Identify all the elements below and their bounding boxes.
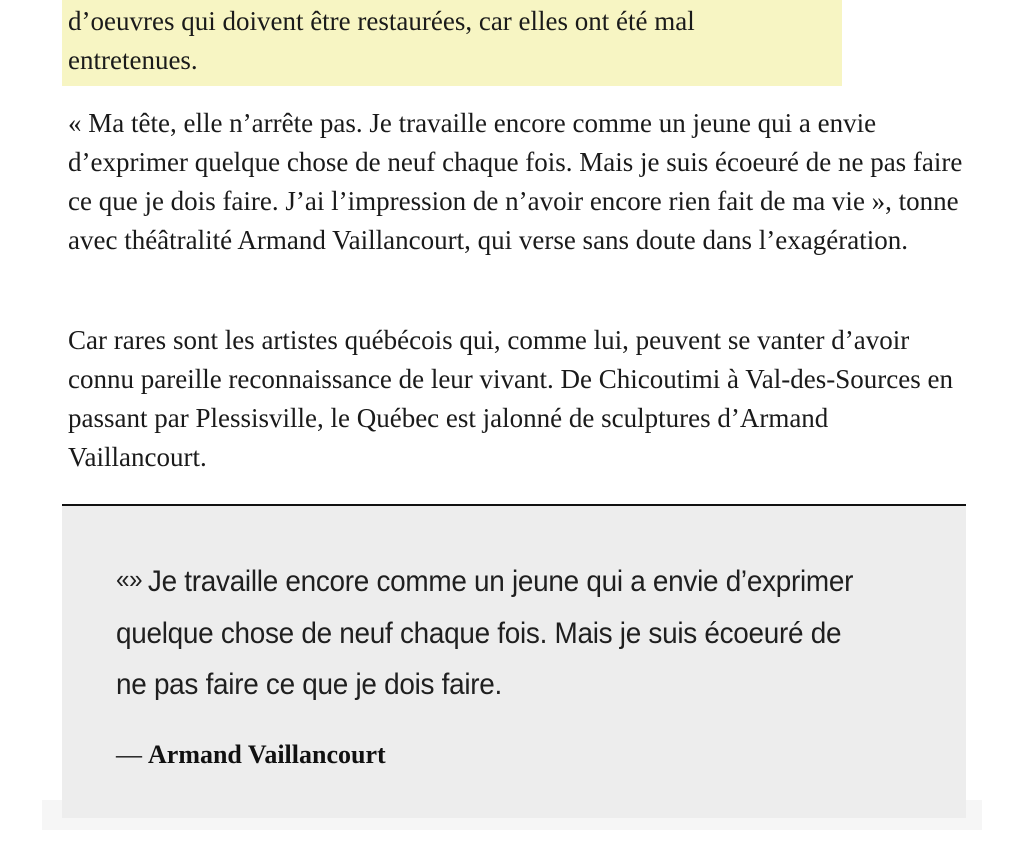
paragraph-recognition: Car rares sont les artistes québécois qui, comme lui, peuvent se vanter d’avoir connu pareille reconnaissance de leur vivant. De Chicoutimi à Val-des-Sources en passant par Plessisville, le Québec est jalonné de sculptures d’Armand Vaillancourt. [68, 325, 953, 472]
pullquote-author [116, 738, 386, 772]
highlighted-line: entretenues. [68, 45, 198, 75]
highlighted-text[interactable] [62, 0, 842, 86]
author-name: Armand Vaillancourt [148, 740, 386, 769]
highlighted-line: d’oeuvres qui doivent être restaurées, car elles ont été mal [68, 6, 695, 36]
pullquote-text [116, 556, 860, 710]
quote-icon: «» [116, 564, 143, 594]
pullquote-box [62, 506, 966, 818]
author-dash: — [116, 740, 142, 769]
article-body [62, 0, 966, 472]
pullquote-body: Je travaille encore comme un jeune qui a envie d’exprimer quelque chose de neuf chaque fois. Mais je suis écoeuré de ne pas faire ce que je dois faire. [116, 565, 854, 701]
paragraph-quote: « Ma tête, elle n’arrête pas. Je travaille encore comme un jeune qui a envie d’exprimer quelque chose de neuf chaque fois. Mais je suis écoeuré de ne pas faire ce que je dois faire. J’ai l’impression de n’avoir encore rien fait de ma vie », tonne avec théâtralité Armand Vaillancourt, qui verse sans doute dans l’exagération. [68, 108, 963, 255]
